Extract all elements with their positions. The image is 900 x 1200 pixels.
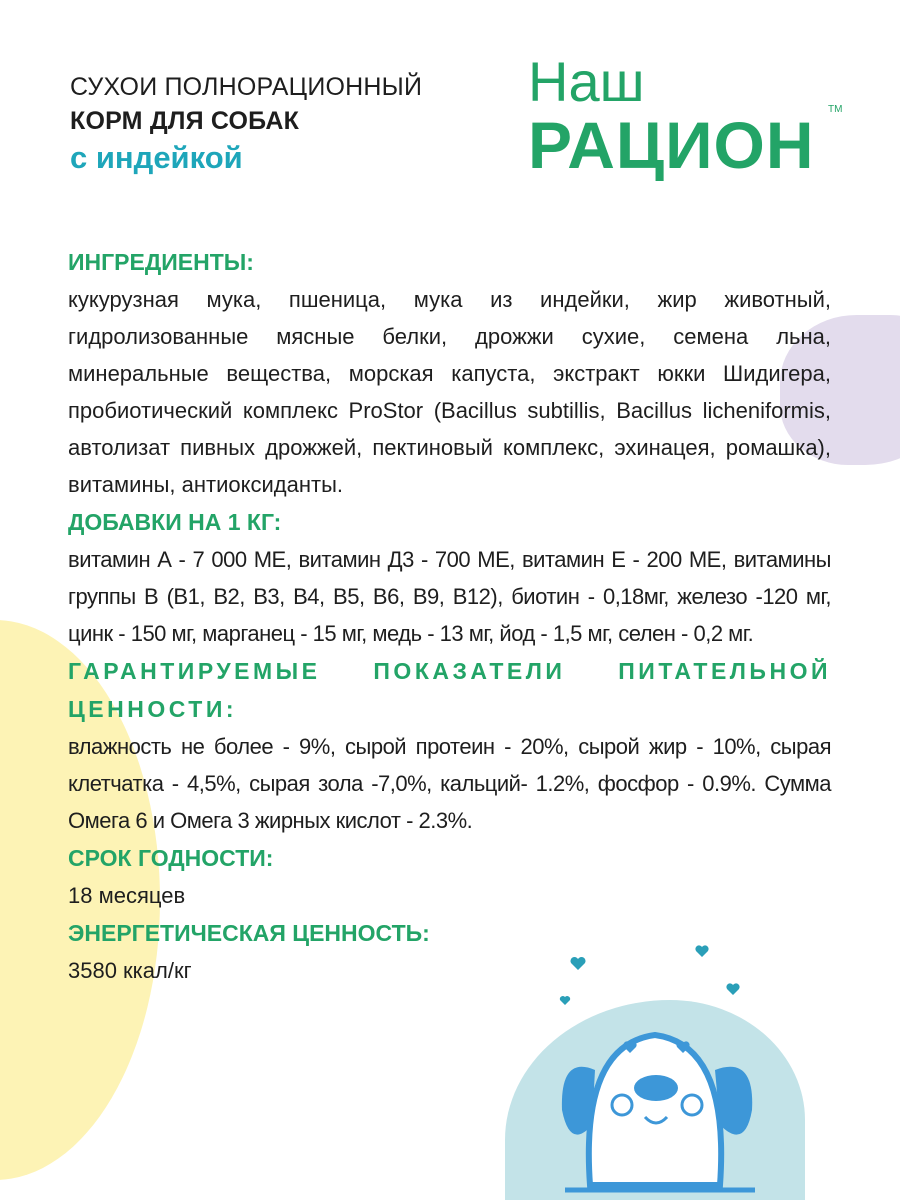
- ingredients-text: кукурузная мука, пшеница, мука из индейки, жир животный, гидролизованные мясные белки, дрожжи сухие, семена льна, минеральные вещества, морская капуста, экстракт юкки Шидигера, пробиотический комплекс ProStor (Bacillus subtillis, Bacillus licheniformis, автолизат пивных дрожжей, пектиновый комплекс, эхинацея, ромашка), витамины, антиоксиданты.: [68, 287, 831, 497]
- shelf-life-text: 18 месяцев: [68, 883, 186, 908]
- energy-heading: ЭНЕРГЕТИЧЕСКАЯ ЦЕННОСТЬ:: [68, 920, 430, 946]
- energy-text: 3580 ккал/кг: [68, 958, 192, 983]
- logo-word-bottom: РАЦИОН: [528, 108, 815, 182]
- shelf-life-heading: СРОК ГОДНОСТИ:: [68, 845, 274, 871]
- brand-logo: [528, 50, 843, 182]
- trademark-sign: TM: [828, 104, 843, 115]
- label-content: [68, 243, 831, 989]
- title-line-2: КОРМ ДЛЯ СОБАК: [70, 107, 300, 135]
- nutrition-heading: ГАРАНТИРУЕМЫЕ ПОКАЗАТЕЛИ ПИТАТЕЛЬНОЙ ЦЕННОСТИ:: [68, 658, 831, 722]
- logo-word-top: Наш: [528, 50, 645, 113]
- dog-left-ear: [562, 1067, 595, 1135]
- nutrition-text: влажность не более - 9%, сырой протеин - 20%, сырой жир - 10%, сырая клетчатка - 4,5%, сырая зола -7,0%, кальций- 1.2%, фосфор - 0.9%. Сумма Омега 6 и Омега 3 жирных кислот - 2.3%.: [68, 734, 831, 833]
- heart-icon: [560, 945, 740, 1005]
- product-title: [70, 70, 422, 178]
- additives-text: витамин А - 7 000 МЕ, витамин Д3 - 700 МЕ, витамин Е - 200 МЕ, витамины группы В (В1, В2, В3, В4, В5, В6, В9, В12), биотин - 0,18мг, железо -120 мг, цинк - 150 мг, марганец - 15 мг, медь - 13 мг, йод - 1,5 мг, селен - 0,2 мг.: [68, 547, 831, 646]
- additives-heading: ДОБАВКИ НА 1 КГ:: [68, 509, 282, 535]
- dog-illustration: [540, 935, 780, 1200]
- title-flavor: с индейкой: [70, 140, 243, 175]
- ingredients-heading: ИНГРЕДИЕНТЫ:: [68, 249, 254, 275]
- title-line-1: СУХОИ ПОЛНОРАЦИОННЫЙ: [70, 73, 423, 101]
- dog-right-ear: [715, 1067, 752, 1135]
- dog-nose: [634, 1075, 678, 1101]
